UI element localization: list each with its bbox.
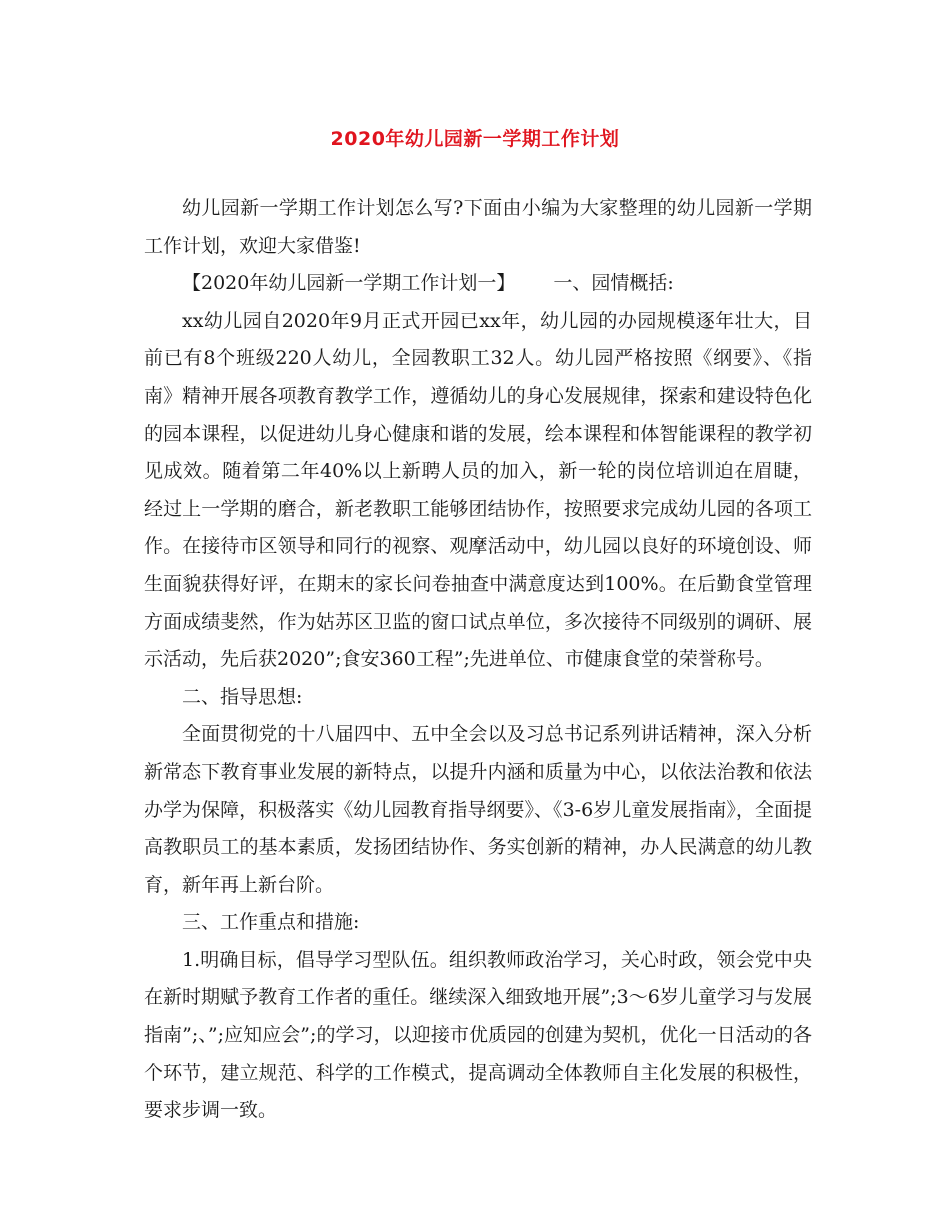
section-heading-key-work: 三、工作重点和措施:	[182, 911, 360, 934]
section-heading-overview: 一、园情概括:	[553, 272, 674, 295]
section-heading-guiding-thought: 二、指导思想:	[182, 685, 303, 708]
guiding-thought-paragraph: 全面贯彻党的十八届四中、五中全会以及习总书记系列讲话精神，深入分析新常态下教育事业发展的新特点，以提升内涵和质量为中心，以依法治教和依法办学为保障，积极落实《幼儿园教育指导纲要》、《3-6岁儿童发展指南》，全面提高教职员工的基本素质，发扬团结协作、务实创新的精神，办人民满意的幼儿教育，新年再上新台阶。	[144, 723, 812, 896]
plan-heading-line	[144, 265, 812, 303]
key-work-paragraph-1: 1.明确目标，倡导学习型队伍。组织教师政治学习，关心时政，领会党中央在新时期赋予教育工作者的重任。继续深入细致地开展”;3～6岁儿童学习与发展指南”;、”;应知应会”;的学习，以迎接市优质园的创建为契机，优化一日活动的各个环节，建立规范、科学的工作模式，提高调动全体教师自主化发展的积极性，要求步调一致。	[144, 948, 812, 1122]
document-title: 2020年幼儿园新一学期工作计划	[330, 128, 620, 150]
document-body	[144, 190, 812, 1130]
overview-paragraph: xx幼儿园自2020年9月正式开园已xx年，幼儿园的办园规模逐年壮大，目前已有8个班级220人幼儿，全园教职工32人。幼儿园严格按照《纲要》、《指南》精神开展各项教育教学工作，遵循幼儿的身心发展规律，探索和建设特色化的园本课程，以促进幼儿身心健康和谐的发展，绘本课程和体智能课程的教学初见成效。随着第二年40%以上新聘人员的加入，新一轮的岗位培训迫在眉睫，经过上一学期的磨合，新老教职工能够团结协作，按照要求完成幼儿园的各项工作。在接待市区领导和同行的视察、观摩活动中，幼儿园以良好的环境创设、师生面貌获得好评，在期末的家长问卷抽查中满意度达到100%。在后勤食堂管理方面成绩斐然，作为姑苏区卫监的窗口试点单位，多次接待不同级别的调研、展示活动，先后获2020”;食安360工程”;先进单位、市健康食堂的荣誉称号。	[144, 309, 812, 671]
intro-paragraph: 幼儿园新一学期工作计划怎么写?下面由小编为大家整理的幼儿园新一学期工作计划，欢迎大家借鉴!	[144, 197, 812, 257]
plan-one-heading: 【2020年幼儿园新一学期工作计划一】	[182, 272, 516, 295]
